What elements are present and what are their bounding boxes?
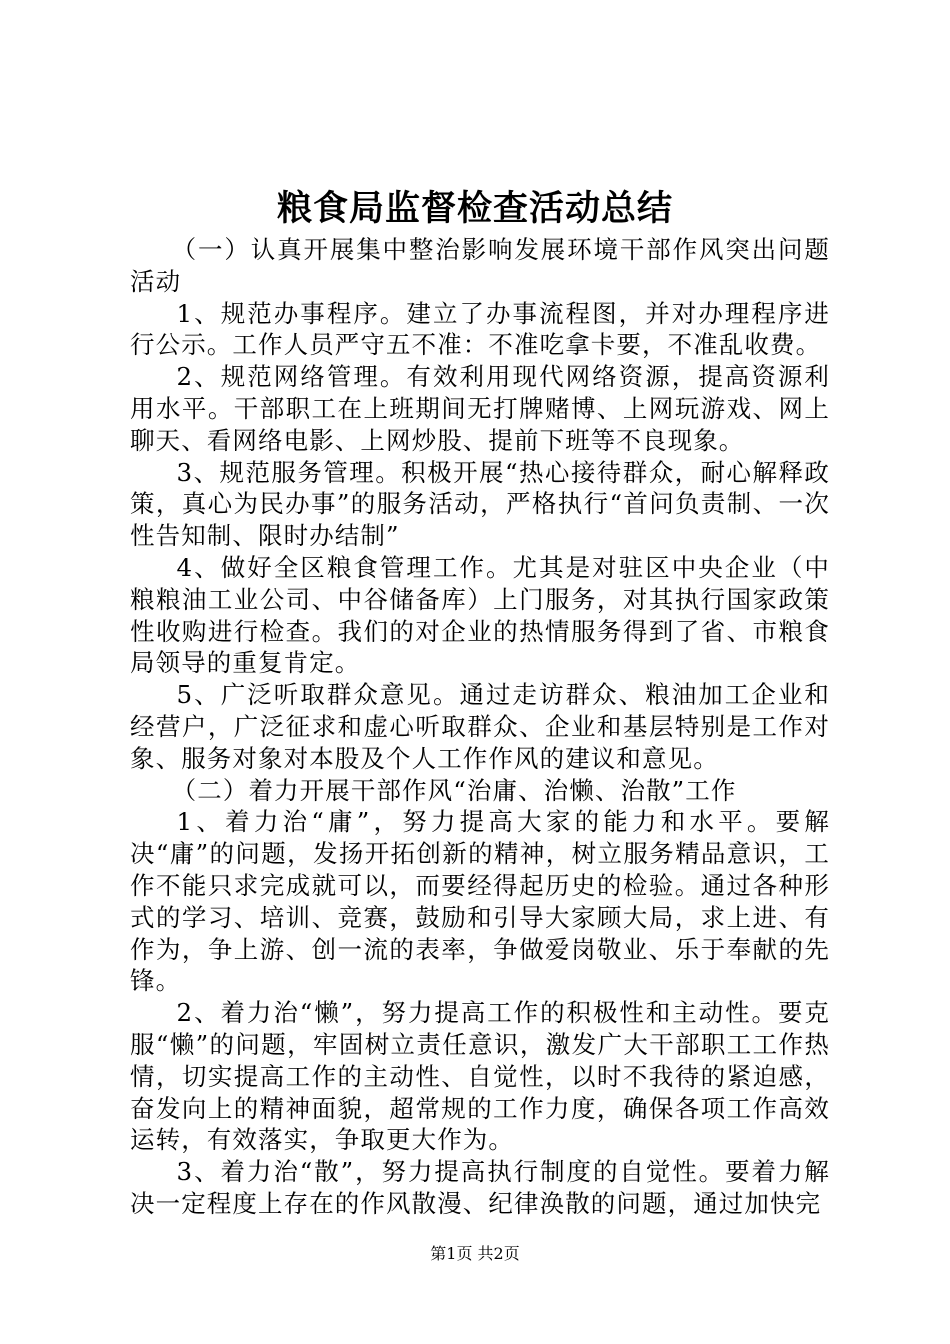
- section-heading-2: （二）着力开展干部作风“治庸、治懒、治散”工作: [171, 775, 737, 805]
- paragraph-item-1-4: 4、做好全区粮食管理工作。尤其是对驻区中央企业（中粮粮油工业公司、中谷储备库）上门服务，对其执行国家政策性收购进行检查。我们的对企业的热情服务得到了省、市粮食局领导的重复肯定。: [130, 552, 830, 678]
- section-heading-1: （一）认真开展集中整治影响发展环境干部作风突出问题活动: [130, 235, 830, 296]
- paragraph-item-2-3: 3、着力治“散”，努力提高执行制度的自觉性。要着力解决一定程度上存在的作风散漫、纪律涣散的问题，通过加快完: [130, 1157, 830, 1218]
- paragraph-item-1-1: 1、规范办事程序。建立了办事流程图，并对办理程序进行公示。工作人员严守五不准：不准吃拿卡要，不准乱收费。: [130, 298, 830, 360]
- page-number-footer: 第1页 共2页: [430, 1244, 520, 1263]
- paragraph-item-2-2: 2、着力治“懒”，努力提高工作的积极性和主动性。要克服“懒”的问题，牢固树立责任意识，激发广大干部职工工作热情，切实提高工作的主动性、自觉性，以时不我待的紧迫感，奋发向上的精神面貌，超常规的工作力度，确保各项工作高效运转，有效落实，争取更大作为。: [130, 998, 830, 1155]
- document-title: 粮食局监督检查活动总结: [276, 188, 673, 229]
- paragraph-item-1-5: 5、广泛听取群众意见。通过走访群众、粮油加工企业和经营户，广泛征求和虚心听取群众、企业和基层特别是工作对象、服务对象对本股及个人工作作风的建议和意见。: [130, 680, 830, 773]
- paragraph-item-1-2: 2、规范网络管理。有效利用现代网络资源，提高资源利用水平。干部职工在上班期间无打牌赌博、上网玩游戏、网上聊天、看网络电影、上网炒股、提前下班等不良现象。: [130, 362, 830, 455]
- paragraph-item-2-1: 1、着力治“庸”，努力提高大家的能力和水平。要解决“庸”的问题，发扬开拓创新的精神，树立服务精品意识，工作不能只求完成就可以，而要经得起历史的检验。通过各种形式的学习、培训、竞赛，鼓励和引导大家顾大局，求上进、有作为，争上游、创一流的表率，争做爱岗敬业、乐于奉献的先锋。: [130, 807, 830, 996]
- document-body: [130, 234, 830, 1220]
- paragraph-item-1-3: 3、规范服务管理。积极开展“热心接待群众，耐心解释政策，真心为民办事”的服务活动，严格执行“首问负责制、一次性告知制、限时办结制”: [130, 457, 830, 551]
